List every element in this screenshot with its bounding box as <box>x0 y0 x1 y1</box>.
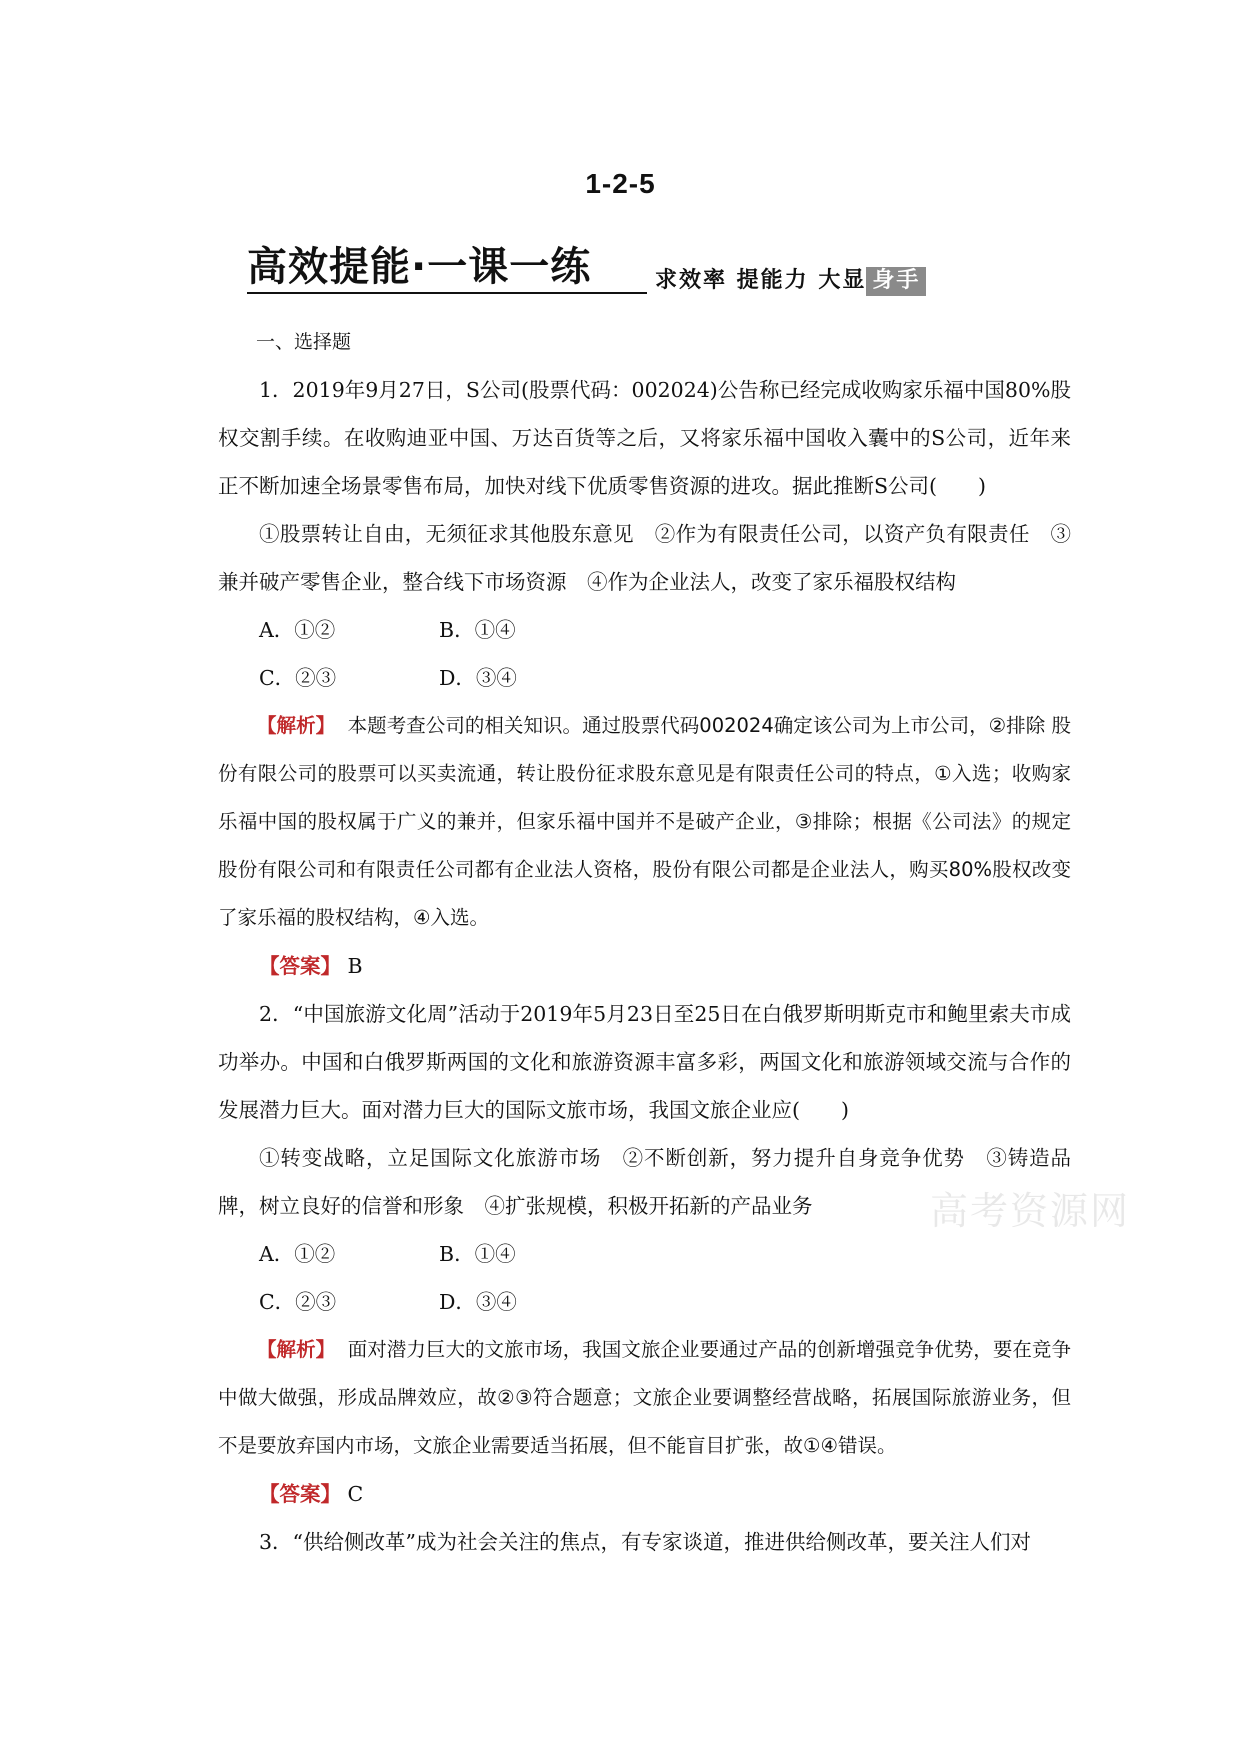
section-banner <box>247 243 992 293</box>
q1-analysis <box>218 702 1071 942</box>
q2-analysis <box>218 1326 1071 1470</box>
q2-option-a: A．①② <box>259 1242 336 1266</box>
section-title: 一、选择题 <box>256 331 352 353</box>
q1-option-b: B．①④ <box>439 618 516 642</box>
banner-subtitle-boxed: 身手 <box>866 267 926 296</box>
banner-subtitle-text: 求效率 提能力 大显 <box>655 268 867 293</box>
q2-analysis-text: 面对潜力巨大的文旅市场，我国文旅企业要通过产品的创新增强竞争优势，要在竞争中做大做强，形成品牌效应，故②③符合题意；文旅企业要调整经营战略，拓展国际旅游业务，但不是要放弃国内市场，文旅企业需要适当拓展，但不能盲目扩张，故①④错误。 <box>218 1338 1071 1457</box>
q1-option-d: D．③④ <box>439 666 517 690</box>
q2-options-row1 <box>218 1230 1071 1278</box>
q2-stem: 2．“中国旅游文化周”活动于2019年5月23日至25日在白俄罗斯明斯克市和鲍里索夫市成功举办。中国和白俄罗斯两国的文化和旅游资源丰富多彩，两国文化和旅游领域交流与合作的发展潜力巨大。面对潜力巨大的国际文旅市场，我国文旅企业应( ) <box>218 1002 1071 1122</box>
q2-answer-tag: 【答案】 <box>259 1482 341 1506</box>
q1-analysis-tag: 【解析】 <box>257 714 336 737</box>
q2-options-row2 <box>218 1278 1071 1326</box>
watermark: 高考资源网 <box>930 1189 1131 1233</box>
q1-stem: 1．2019年9月27日，S公司(股票代码：002024)公告称已经完成收购家乐福中国80%股权交割手续。在收购迪亚中国、万达百货等之后，又将家乐福中国收入囊中的S公司，近年来正不断加速全场景零售布局，加快对线下优质零售资源的进攻。据此推断S公司( ) <box>218 378 1071 498</box>
q1-answer <box>218 942 1071 990</box>
q2-statements: ①转变战略，立足国际文化旅游市场 ②不断创新，努力提升自身竞争优势 ③铸造品牌，树立良好的信誉和形象 ④扩张规模，积极开拓新的产品业务 <box>218 1146 1071 1218</box>
q1-options-row1 <box>218 606 1071 654</box>
q2-option-d: D．③④ <box>439 1290 517 1314</box>
banner-title: 高效提能·一课一练 <box>247 244 592 290</box>
q1-option-a: A．①② <box>259 618 336 642</box>
q2-option-b: B．①④ <box>439 1242 516 1266</box>
q2-analysis-tag: 【解析】 <box>257 1338 336 1361</box>
q1-analysis-text: 本题考查公司的相关知识。通过股票代码002024确定该公司为上市公司，②排除 股份有限公司的股票可以买卖流通，转让股份征求股东意见是有限责任公司的特点，①入选；收购家乐福中国的股权属于广义的兼并，但家乐福中国并不是破产企业，③排除；根据《公司法》的规定股份有限公司和有限责任公司都有企业法人资格，股份有限公司都是企业法人，购买80%股权改变了家乐福的股权结构，④入选。 <box>218 714 1071 929</box>
q2-answer-value: C <box>347 1482 364 1506</box>
q1-answer-tag: 【答案】 <box>259 954 341 978</box>
q1-options-row2 <box>218 654 1071 702</box>
q3-stem: 3．“供给侧改革”成为社会关注的焦点，有专家谈道，推进供给侧改革，要关注人们对 <box>259 1530 1032 1554</box>
banner-subtitle <box>655 263 926 294</box>
q1-option-c: C．②③ <box>259 666 337 690</box>
banner-underline <box>247 292 647 294</box>
q2-option-c: C．②③ <box>259 1290 337 1314</box>
q1-answer-value: B <box>347 954 363 978</box>
q1-statements: ①股票转让自由，无须征求其他股东意见 ②作为有限责任公司，以资产负有限责任 ③兼并破产零售企业，整合线下市场资源 ④作为企业法人，改变了家乐福股权结构 <box>218 522 1071 594</box>
q2-answer <box>218 1470 1071 1518</box>
page-number: 1-2-5 <box>585 168 656 199</box>
document-body <box>218 318 1071 1566</box>
